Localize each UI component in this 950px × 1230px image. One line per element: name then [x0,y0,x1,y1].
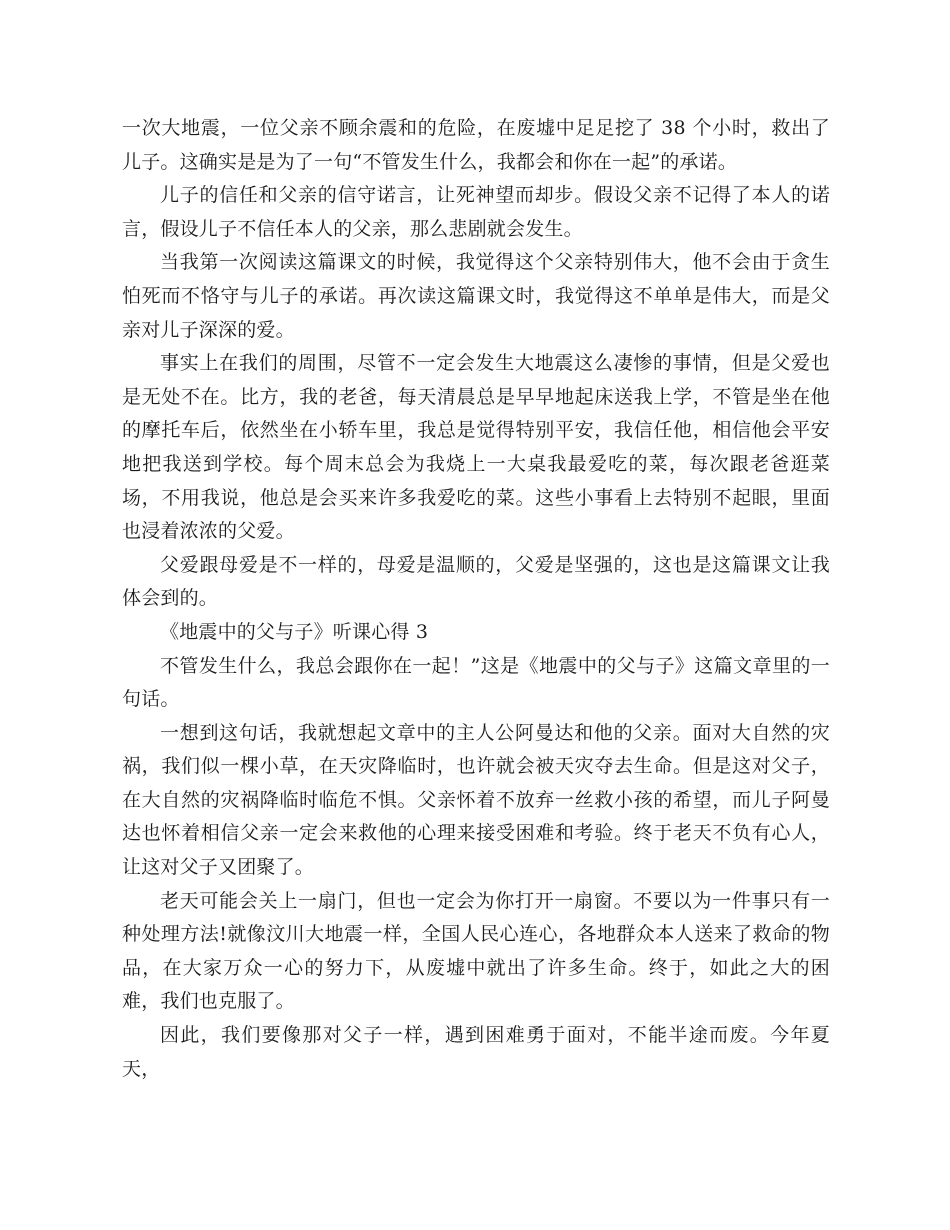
paragraph-7: 一想到这句话，我就想起文章中的主人公阿曼达和他的父亲。面对大自然的灾祸，我们似一棵小草，在天灾降临时，也许就会被天灾夺去生命。但是这对父子，在大自然的灾祸降临时临危不惧。父亲怀着不放弃一丝救小孩的希望，而儿子阿曼达也怀着相信父亲一定会来救他的心理来接受困难和考验。终于老天不负有心人，让这对父子又团聚了。 [122,721,830,879]
paragraph-5: 父爱跟母爱是不一样的，母爱是温顺的，父爱是坚强的，这也是这篇课文让我体会到的。 [122,553,830,610]
paragraph-8: 老天可能会关上一扇门，但也一定会为你打开一扇窗。不要以为一件事只有一种处理方法!就像汶川大地震一样，全国人民心连心，各地群众本人送来了救命的物品，在大家万众一心的努力下，从废墟中就出了许多生命。终于，如此之大的困难，我们也克服了。 [122,889,830,1013]
paragraph-4: 事实上在我们的周围，尽管不一定会发生大地震这么凄惨的事情，但是父爱也是无处不在。比方，我的老爸，每天清晨总是早早地起床送我上学，不管是坐在他的摩托车后，依然坐在小轿车里，我总是觉得特别平安，我信任他，相信他会平安地把我送到学校。每个周末总会为我烧上一大桌我最爱吃的菜，每次跟老爸逛菜场，不用我说，他总是会买来许多我爱吃的菜。这些小事看上去特别不起眼，里面也浸着浓浓的父爱。 [122,352,830,543]
paragraph-1: 一次大地震，一位父亲不顾余震和的危险，在废墟中足足挖了 38 个小时，救出了儿子。这确实是是为了一句“不管发生什么，我都会和你在一起”的承诺。 [122,117,830,173]
paragraph-6: 不管发生什么，我总会跟你在一起！”这是《地震中的父与子》这篇文章里的一句话。 [122,654,830,711]
section-heading: 《地震中的父与子》听课心得 3 [160,620,429,643]
paragraph-9: 因此，我们要像那对父子一样，遇到困难勇于面对，不能半途而废。今年夏天， [122,1024,830,1080]
paragraph-3: 当我第一次阅读这篇课文的时候，我觉得这个父亲特别伟大，他不会由于贪生怕死而不恪守与儿子的承诺。再次读这篇课文时，我觉得这不单单是伟大，而是父亲对儿子深深的爱。 [122,251,830,341]
document-body [122,112,830,1086]
paragraph-2: 儿子的信任和父亲的信守诺言，让死神望而却步。假设父亲不记得了本人的诺言，假设儿子不信任本人的父亲，那么悲剧就会发生。 [122,184,830,240]
